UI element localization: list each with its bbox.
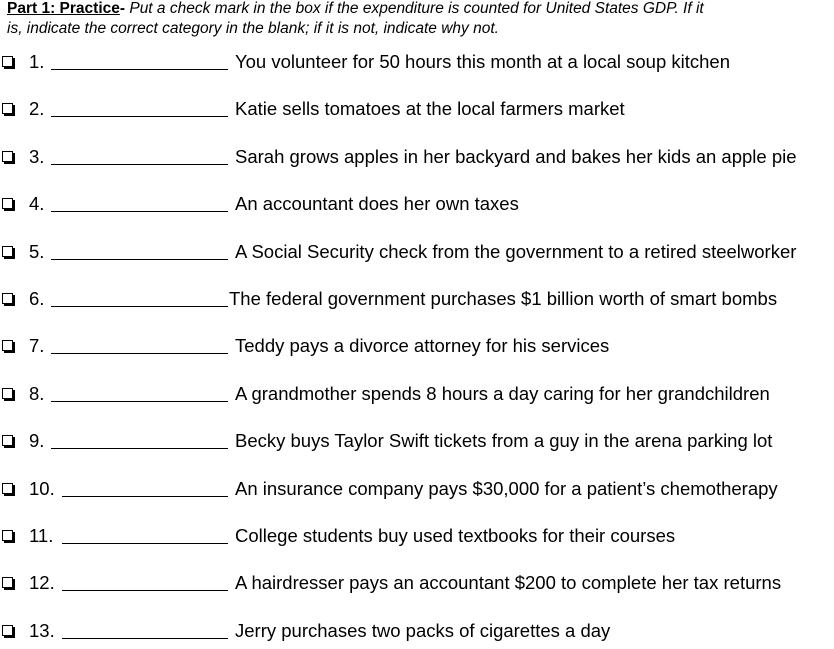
category-answer-blank[interactable]	[51, 401, 228, 402]
gdp-checkbox[interactable]	[2, 435, 13, 446]
category-answer-blank[interactable]	[62, 638, 228, 639]
expenditure-description: Sarah grows apples in her backyard and bakes her kids an apple pie	[235, 145, 797, 167]
practice-item	[0, 237, 834, 267]
expenditure-description: Jerry purchases two packs of cigarettes a day	[235, 619, 611, 641]
expenditure-description: Becky buys Taylor Swift tickets from a guy in the arena parking lot	[235, 430, 773, 452]
item-number: 9.	[29, 430, 45, 452]
title-dash: -	[119, 0, 126, 17]
expenditure-description: The federal government purchases $1 billion worth of smart bombs	[229, 288, 778, 309]
gdp-checkbox[interactable]	[2, 103, 13, 114]
category-answer-blank[interactable]	[51, 306, 228, 307]
expenditure-description: A grandmother spends 8 hours a day caring for her grandchildren	[235, 382, 770, 404]
practice-item	[0, 568, 834, 598]
section-title: Part 1: Practice	[7, 0, 120, 17]
gdp-checkbox[interactable]	[2, 530, 13, 541]
expenditure-description: You volunteer for 50 hours this month at a local soup kitchen	[235, 51, 731, 72]
item-number: 4.	[29, 193, 45, 215]
category-answer-blank[interactable]	[62, 590, 228, 591]
item-number: 10.	[29, 477, 55, 499]
gdp-checkbox[interactable]	[2, 340, 13, 351]
practice-item	[0, 331, 834, 361]
item-number: 11.	[29, 525, 54, 546]
category-answer-blank[interactable]	[51, 69, 228, 70]
item-number: 8.	[29, 382, 45, 404]
item-number: 7.	[29, 335, 45, 357]
expenditure-description: Katie sells tomatoes at the local farmers market	[235, 98, 625, 120]
gdp-checkbox[interactable]	[2, 198, 13, 209]
category-answer-blank[interactable]	[62, 543, 228, 544]
gdp-checkbox[interactable]	[2, 625, 13, 636]
practice-item	[0, 379, 834, 409]
practice-item	[0, 616, 834, 646]
gdp-checkbox[interactable]	[2, 246, 13, 257]
item-number: 13.	[29, 619, 55, 641]
category-answer-blank[interactable]	[51, 259, 228, 260]
item-number: 2.	[29, 98, 45, 120]
practice-item	[0, 189, 834, 219]
category-answer-blank[interactable]	[51, 211, 228, 212]
practice-item	[0, 142, 834, 172]
category-answer-blank[interactable]	[51, 448, 228, 449]
expenditure-description: College students buy used textbooks for their courses	[235, 525, 676, 546]
practice-item	[0, 94, 834, 124]
practice-item	[0, 521, 834, 551]
gdp-checkbox[interactable]	[2, 483, 13, 494]
expenditure-description: A hairdresser pays an accountant $200 to complete her tax returns	[235, 572, 782, 594]
instructions-header	[7, 0, 834, 39]
gdp-checkbox[interactable]	[2, 56, 13, 67]
gdp-checkbox[interactable]	[2, 293, 13, 304]
category-answer-blank[interactable]	[51, 164, 228, 165]
practice-item	[0, 426, 834, 456]
category-answer-blank[interactable]	[51, 353, 228, 354]
item-number: 5.	[29, 240, 45, 262]
expenditure-description: A Social Security check from the government to a retired steelworker	[235, 240, 797, 262]
practice-item	[0, 474, 834, 504]
expenditure-description: An accountant does her own taxes	[235, 193, 519, 215]
category-answer-blank[interactable]	[62, 496, 228, 497]
practice-item	[0, 47, 834, 77]
item-number: 1.	[29, 51, 45, 72]
item-number: 12.	[29, 572, 55, 594]
gdp-checkbox[interactable]	[2, 577, 13, 588]
gdp-checkbox[interactable]	[2, 388, 13, 399]
expenditure-description: An insurance company pays $30,000 for a patient’s chemotherapy	[235, 477, 778, 499]
category-answer-blank[interactable]	[51, 116, 228, 117]
item-number: 3.	[29, 145, 45, 167]
expenditure-description: Teddy pays a divorce attorney for his services	[235, 335, 610, 357]
instructions-text-1: Put a check mark in the box if the expenditure is counted for United States GDP. If it	[125, 0, 704, 17]
instructions-line-1	[7, 0, 834, 19]
practice-item	[0, 284, 834, 314]
item-number: 6.	[29, 288, 45, 309]
gdp-checkbox[interactable]	[2, 151, 13, 162]
instructions-text-2: is, indicate the correct category in the blank; if it is not, indicate why not.	[7, 20, 499, 37]
